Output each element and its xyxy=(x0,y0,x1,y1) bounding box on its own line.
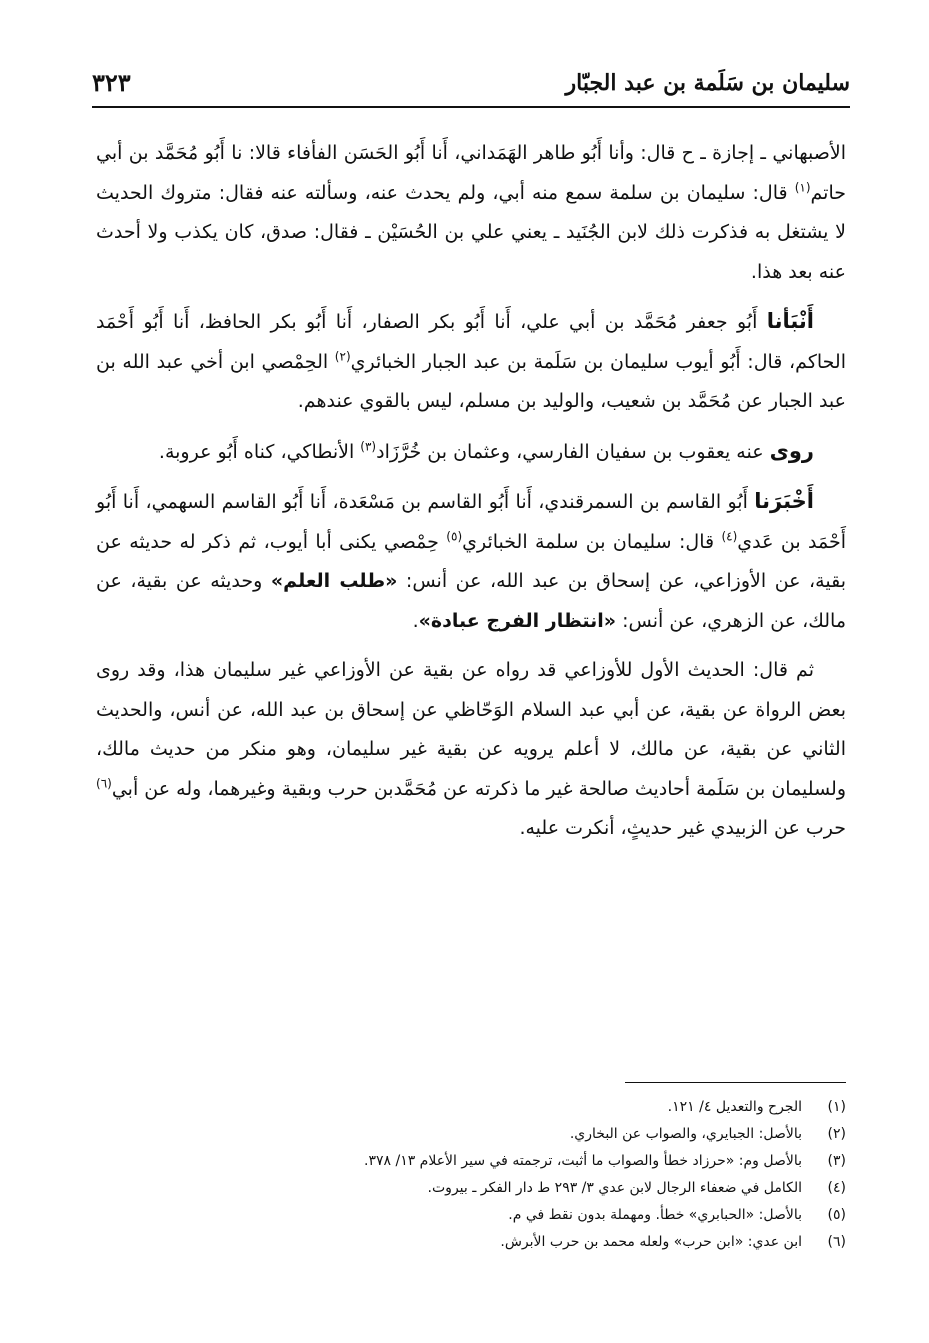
text-run: قال: سليمان بن سلمة سمع منه أبي، ولم يحدث عنه، وسألته عنه فقال: متروك الحديث لا يشتغل به فذكرت ذلك لابن الجُنَيد ـ يعني علي بن الحُسَيْن ـ فقال: صدق، كان يكذب ولا أحدث عنه بعد هذا. xyxy=(96,181,846,283)
footnote-number: (٢) xyxy=(827,1126,846,1142)
text-run: وحديثه عن بقية، عن مالك، عن الزهري، عن أنس: xyxy=(96,570,846,632)
footnote-number: (٥) xyxy=(827,1207,846,1223)
header-rule xyxy=(92,106,850,108)
footnote-rule xyxy=(625,1082,846,1083)
footnote-text: بالأصل وم: «حرزاد خطأ والصواب ما أثبت، ترجمته في سير الأعلام ١٣/ ٣٧٨. xyxy=(364,1153,802,1169)
lead-word: روى xyxy=(769,438,814,463)
footnote-text: بالأصل: «الحبابري» خطأ. ومهملة بدون نقط في م. xyxy=(508,1207,802,1223)
footnote-marker: (٤) xyxy=(721,529,738,544)
footnote-marker: (١) xyxy=(794,180,811,195)
paragraph xyxy=(96,482,846,641)
footnote-marker: (٢) xyxy=(334,349,351,364)
footnote-number: (٣) xyxy=(827,1153,846,1169)
footnote-text: الكامل في ضعفاء الرجال لابن عدي ٣/ ٢٩٣ ط دار الفكر ـ بيروت. xyxy=(427,1180,802,1196)
text-run: قال: سليمان بن سلمة الخبائري xyxy=(462,530,722,553)
footnote-marker: (٦) xyxy=(96,776,112,791)
paragraph xyxy=(96,432,846,473)
footnotes xyxy=(300,1094,846,1256)
footnote xyxy=(300,1229,846,1256)
footnote-marker: (٣) xyxy=(360,439,377,454)
running-title: سليمان بن سَلَمة بن عبد الجبّار xyxy=(565,70,850,96)
paragraph xyxy=(96,134,846,292)
lead-word: أَنْبَأنا xyxy=(766,309,814,333)
hadith-quote: «انتظار الفرج عبادة» xyxy=(418,609,617,632)
page-header xyxy=(92,58,850,106)
footnote-number: (٦) xyxy=(827,1234,846,1250)
footnote xyxy=(300,1202,846,1229)
footnote-number: (٤) xyxy=(827,1180,846,1196)
footnote-marker: (٥) xyxy=(446,529,463,544)
lead-word: أَخْبَرَنا xyxy=(754,489,814,513)
text-run: الأنطاكي، كناه أَبُو عروبة. xyxy=(158,440,361,463)
text-run: حِمْصي يكنى أبا أيوب، ثم ذكر له حديثه عن بقية، عن الأوزاعي، عن إسحاق بن عبد الله، عن أنس: xyxy=(96,530,846,592)
text-run: أَبُو جعفر مُحَمَّد بن أبي علي، أَنا أَبُو بكر الصفار، أَنا أَبُو بكر الحافظ، أَنا أَبُو أَحْمَد الحاكم، قال: أَبُو أيوب سليمان بن سَلَمة بن عبد الجبار الخبائري xyxy=(96,311,846,373)
main-text xyxy=(96,134,846,859)
hadith-quote: «طلب العلم» xyxy=(270,570,398,592)
text-run: . xyxy=(412,609,419,632)
text-run: أَبُو القاسم بن السمرقندي، أَنا أَبُو القاسم بن مَسْعَدة، أَنا أَبُو القاسم السهمي، أَنا أَبُو أَحْمَد بن عَدي xyxy=(96,491,846,553)
footnote xyxy=(300,1121,846,1148)
text-run: الأصبهاني ـ إجازة ـ ح قال: وأنا أَبُو طاهر الهَمَداني، أَنا أَبُو الحَسَن الفأفاء قالا: نا أَبُو مُحَمَّد بن أبي حاتم xyxy=(96,142,846,204)
paragraph xyxy=(96,651,846,849)
footnote xyxy=(300,1175,846,1202)
footnote-number: (١) xyxy=(827,1099,846,1115)
paragraph xyxy=(96,302,846,422)
footnote xyxy=(300,1094,846,1121)
text-run: حرب عن الزبيدي غير حديثٍ، أنكرت عليه. xyxy=(519,817,846,839)
text-run: عنه يعقوب بن سفيان الفارسي، وعثمان بن خُرَّزَاد xyxy=(376,440,770,463)
footnote xyxy=(300,1148,846,1175)
text-run: الحِمْصي ابن أخي عبد الله بن عبد الجبار عن مُحَمَّد بن شعيب، والوليد بن مسلم، ليس بالقوي عندهم. xyxy=(96,350,846,412)
footnote-text: بالأصل: الجبايري، والصواب عن البخاري. xyxy=(569,1126,802,1142)
page-number: ٣٢٣ xyxy=(92,68,131,97)
footnote-text: الجرح والتعديل ٤/ ١٢١. xyxy=(667,1099,802,1115)
footnote-text: ابن عدي: «ابن حرب» ولعله محمد بن حرب الأبرش. xyxy=(500,1234,802,1250)
text-run: ثم قال: الحديث الأول للأوزاعي قد رواه عن بقية عن الأوزاعي غير سليمان هذا، وقد روى بعض الرواة عن بقية، عن أبي عبد السلام الوَحّاظي عن إسحاق بن عبد الله، عن أنس، والحديث الثاني عن بقية، عن مالك، لا أعلم يرويه عن بقية غير سليمان، وهو منكر من حديث مالك، ولسليمان بن سَلَمة أحاديث صالحة غير ما ذكرته عن مُحَمَّدبن حرب وبقية وغيرهما، وله عن أبي xyxy=(96,659,846,800)
